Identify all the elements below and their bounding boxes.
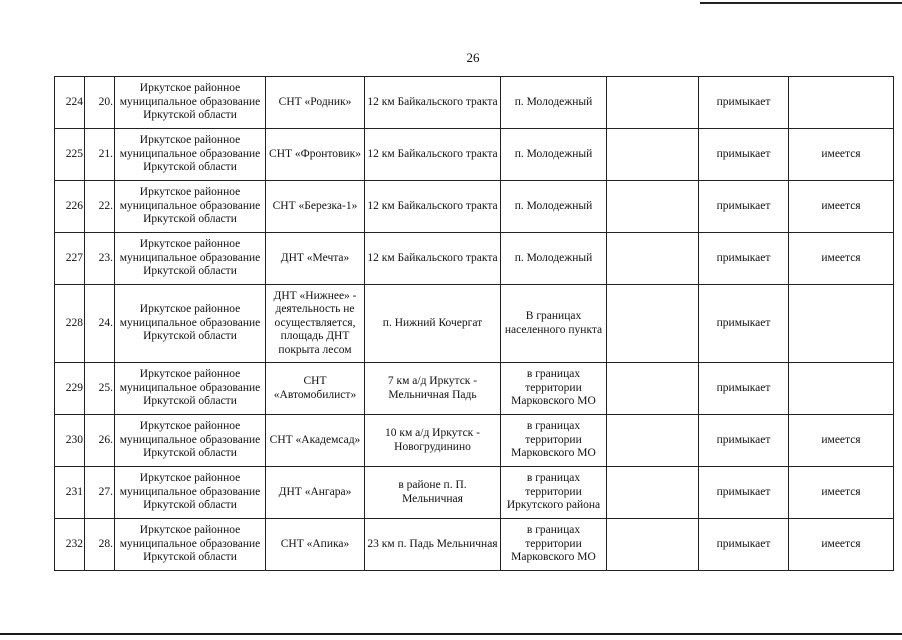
sub-number: 20.: [85, 77, 115, 129]
adjoins-cell: примыкает: [699, 519, 789, 571]
partnership-name-cell: ДНТ «Ангара»: [266, 467, 365, 519]
row-number: 224: [55, 77, 85, 129]
exists-cell: имеется: [789, 415, 894, 467]
empty-cell: [607, 233, 699, 285]
row-number: 230: [55, 415, 85, 467]
adjoins-cell: примыкает: [699, 129, 789, 181]
partnership-name-cell: СНТ «Фронтовик»: [266, 129, 365, 181]
empty-cell: [607, 519, 699, 571]
table-row: [55, 129, 894, 181]
table-row: [55, 363, 894, 415]
empty-cell: [607, 285, 699, 363]
settlement-cell: п. Молодежный: [501, 233, 607, 285]
settlement-cell: в границах территории Марковского МО: [501, 363, 607, 415]
table-row: [55, 77, 894, 129]
scan-border-bottom: [0, 633, 902, 635]
exists-cell: имеется: [789, 467, 894, 519]
empty-cell: [607, 181, 699, 233]
exists-cell: [789, 77, 894, 129]
table-row: [55, 233, 894, 285]
municipality-cell: Иркутское районное муниципальное образование Иркутской области: [115, 415, 266, 467]
empty-cell: [607, 363, 699, 415]
table-row: [55, 519, 894, 571]
location-cell: 12 км Байкальского тракта: [365, 181, 501, 233]
row-number: 227: [55, 233, 85, 285]
adjoins-cell: примыкает: [699, 285, 789, 363]
adjoins-cell: примыкает: [699, 181, 789, 233]
partnership-name-cell: ДНТ «Нижнее» - деятельность не осуществляется, площадь ДНТ покрыта лесом: [266, 285, 365, 363]
settlement-cell: в границах территории Марковского МО: [501, 519, 607, 571]
location-cell: 12 км Байкальского тракта: [365, 129, 501, 181]
row-number: 232: [55, 519, 85, 571]
table-row: [55, 467, 894, 519]
empty-cell: [607, 415, 699, 467]
municipality-cell: Иркутское районное муниципальное образование Иркутской области: [115, 129, 266, 181]
sub-number: 25.: [85, 363, 115, 415]
adjoins-cell: примыкает: [699, 467, 789, 519]
exists-cell: имеется: [789, 181, 894, 233]
exists-cell: [789, 363, 894, 415]
location-cell: 10 км а/д Иркутск - Новогрудинино: [365, 415, 501, 467]
adjoins-cell: примыкает: [699, 415, 789, 467]
exists-cell: [789, 285, 894, 363]
row-number: 226: [55, 181, 85, 233]
location-cell: 23 км п. Падь Мельничная: [365, 519, 501, 571]
adjoins-cell: примыкает: [699, 233, 789, 285]
municipality-cell: Иркутское районное муниципальное образование Иркутской области: [115, 285, 266, 363]
partnership-name-cell: СНТ «Березка-1»: [266, 181, 365, 233]
adjoins-cell: примыкает: [699, 77, 789, 129]
partnership-name-cell: СНТ «Родник»: [266, 77, 365, 129]
sub-number: 28.: [85, 519, 115, 571]
scan-border-top: [700, 2, 902, 4]
register-table: [54, 76, 894, 571]
location-cell: 7 км а/д Иркутск - Мельничная Падь: [365, 363, 501, 415]
settlement-cell: В границах населенного пункта: [501, 285, 607, 363]
sub-number: 26.: [85, 415, 115, 467]
table-row: [55, 415, 894, 467]
sub-number: 21.: [85, 129, 115, 181]
table-row: [55, 285, 894, 363]
exists-cell: имеется: [789, 519, 894, 571]
exists-cell: имеется: [789, 233, 894, 285]
location-cell: в районе п. П. Мельничная: [365, 467, 501, 519]
municipality-cell: Иркутское районное муниципальное образование Иркутской области: [115, 77, 266, 129]
row-number: 231: [55, 467, 85, 519]
partnership-name-cell: ДНТ «Мечта»: [266, 233, 365, 285]
sub-number: 23.: [85, 233, 115, 285]
settlement-cell: п. Молодежный: [501, 77, 607, 129]
sub-number: 22.: [85, 181, 115, 233]
partnership-name-cell: СНТ «Автомобилист»: [266, 363, 365, 415]
row-number: 228: [55, 285, 85, 363]
row-number: 225: [55, 129, 85, 181]
municipality-cell: Иркутское районное муниципальное образование Иркутской области: [115, 181, 266, 233]
municipality-cell: Иркутское районное муниципальное образование Иркутской области: [115, 467, 266, 519]
settlement-cell: в границах территории Марковского МО: [501, 415, 607, 467]
table-row: [55, 181, 894, 233]
settlement-cell: п. Молодежный: [501, 129, 607, 181]
partnership-name-cell: СНТ «Академсад»: [266, 415, 365, 467]
row-number: 229: [55, 363, 85, 415]
settlement-cell: в границах территории Иркутского района: [501, 467, 607, 519]
empty-cell: [607, 467, 699, 519]
location-cell: 12 км Байкальского тракта: [365, 233, 501, 285]
page-number: 26: [466, 50, 480, 65]
empty-cell: [607, 77, 699, 129]
location-cell: 12 км Байкальского тракта: [365, 77, 501, 129]
partnership-name-cell: СНТ «Апика»: [266, 519, 365, 571]
municipality-cell: Иркутское районное муниципальное образование Иркутской области: [115, 519, 266, 571]
exists-cell: имеется: [789, 129, 894, 181]
location-cell: п. Нижний Кочергат: [365, 285, 501, 363]
settlement-cell: п. Молодежный: [501, 181, 607, 233]
empty-cell: [607, 129, 699, 181]
sub-number: 27.: [85, 467, 115, 519]
municipality-cell: Иркутское районное муниципальное образование Иркутской области: [115, 233, 266, 285]
sub-number: 24.: [85, 285, 115, 363]
municipality-cell: Иркутское районное муниципальное образование Иркутской области: [115, 363, 266, 415]
adjoins-cell: примыкает: [699, 363, 789, 415]
